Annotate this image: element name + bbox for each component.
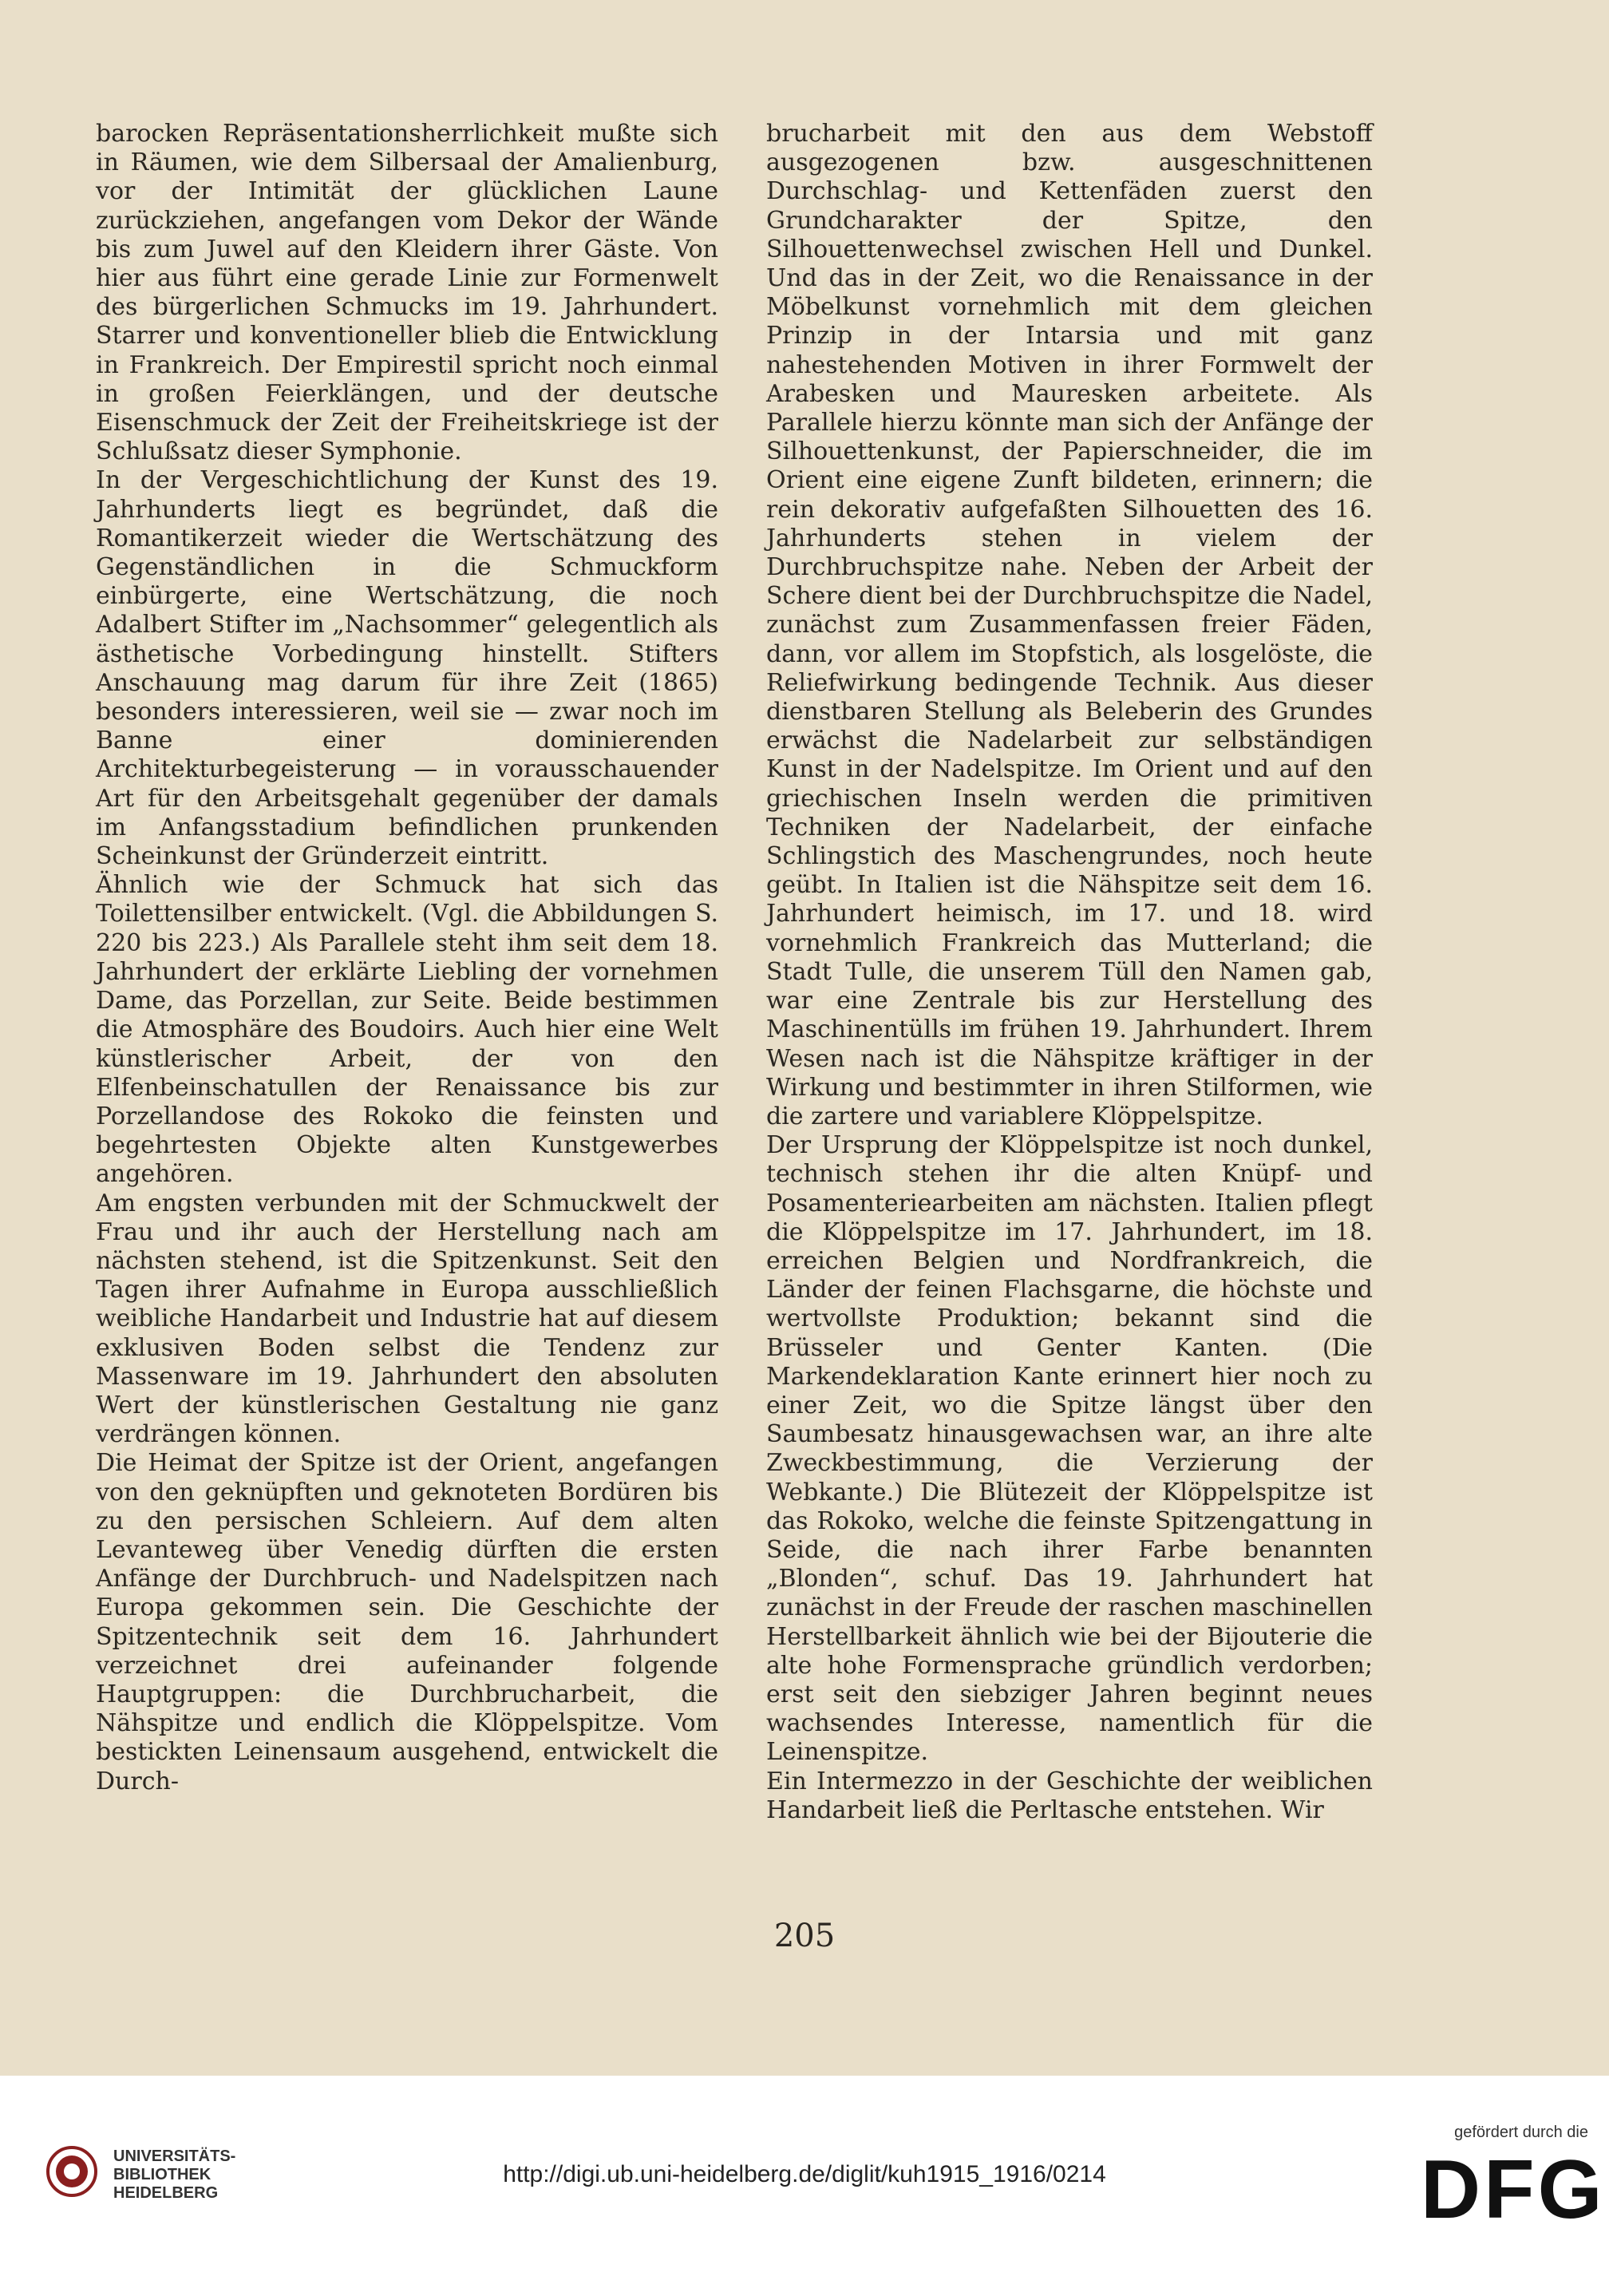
paragraph: Der Ursprung der Klöppelspitze ist noch dunkel, technisch stehen ihr die alten Knüpf- und Posamenteriearbeiten am nächsten. Italien pflegt die Klöppelspitze im 17. Jahrhundert, im 18. erreichen Belgien und Nordfrankreich, die Länder der feinen Flachsgarne, die höchste und wertvollste Produktion; bekannt sind die Brüsseler und Genter Kanten. (Die Markendeklaration Kante erinnert hier noch zu einer Zeit, wo die Spitze längst über den Saumbesatz hinausgewachsen war, an ihre alte Zweckbestimmung, die Verzierung der Webkante.) Die Blütezeit der Klöppelspitze ist das Rokoko, welche die feinste Spitzengattung in Seide, die nach ihrer Farbe benannten „Blonden“, schuf. Das 19. Jahrhundert hat zunächst in der Freude der raschen maschinellen Herstellbarkeit ähnlich wie bei der Bijouterie die alte hohe Formensprache gründlich verdorben; erst seit den siebziger Jahren beginnt neues wachsendes Interesse, namentlich für die Leinenspitze. (766, 1131, 1373, 1767)
funded-by-label: gefördert durch die (1454, 2124, 1588, 2141)
paragraph: Ein Intermezzo in der Geschichte der weiblichen Handarbeit ließ die Perltasche entstehen. Wir (766, 1767, 1373, 1824)
left-text-column (96, 120, 718, 1796)
page-number: 205 (773, 1918, 836, 1954)
paragraph: Ähnlich wie der Schmuck hat sich das Toilettensilber entwickelt. (Vgl. die Abbildungen S. 220 bis 223.) Als Parallele steht ihm seit dem 18. Jahrhundert der erklärte Liebling der vornehmen Dame, das Porzellan, zur Seite. Beide bestimmen die Atmosphäre des Boudoirs. Auch hier eine Welt künstlerischer Arbeit, der von den Elfenbeinschatullen der Renaissance bis zur Porzellandose des Rokoko die feinsten und begehrtesten Objekte alten Kunstgewerbes angehören. (96, 871, 718, 1189)
dfg-logo: DFG (1421, 2144, 1606, 2236)
source-url-link[interactable]: http://digi.ub.uni-heidelberg.de/diglit/kuh1915_1916/0214 (503, 2161, 1106, 2187)
paragraph: Die Heimat der Spitze ist der Orient, angefangen von den geknüpften und geknoteten Bordüren bis zu den persischen Schleiern. Auf dem alten Levanteweg über Venedig dürften die ersten Anfänge der Durchbruch- und Nadelspitzen nach Europa gekommen sein. Die Geschichte der Spitzentechnik seit dem 16. Jahrhundert verzeichnet drei aufeinander folgende Hauptgruppen: die Durchbrucharbeit, die Nähspitze und endlich die Klöppelspitze. Vom bestickten Leinensaum ausgehend, entwickelt die Durch- (96, 1449, 718, 1795)
paragraph: brucharbeit mit den aus dem Webstoff ausgezogenen bzw. ausgeschnittenen Durchschlag- und Kettenfäden zuerst den Grundcharakter der Spitze, den Silhouettenwechsel zwischen Hell und Dunkel. Und das in der Zeit, wo die Renaissance in der Möbelkunst vornehmlich mit dem gleichen Prinzip in der Intarsia und mit ganz nahestehenden Motiven in ihrer Formwelt der Arabesken und Mauresken arbeitete. Als Parallele hierzu könnte man sich der Anfänge der Silhouettenkunst, der Papierschneider, die im Orient eine eigene Zunft bildeten, erinnern; die rein dekorativ aufgefaßten Silhouetten des 16. Jahrhunderts stehen in vielem der Durchbruchspitze nahe. Neben der Arbeit der Schere dient bei der Durchbruchspitze die Nadel, zunächst zum Zusammenfassen freier Fäden, dann, vor allem im Stopfstich, als losgelöste, die Reliefwirkung bedingende Technik. Aus dieser dienstbaren Stellung als Beleberin des Grundes erwächst die Nadelarbeit zur selbständigen Kunst in der Nadelspitze. Im Orient und auf den griechischen Inseln werden die primitiven Techniken der Nadelarbeit, der einfache Schlingstich des Maschengrundes, noch heute geübt. In Italien ist die Nähspitze seit dem 16. Jahrhundert heimisch, im 17. und 18. wird vornehmlich Frankreich das Mutterland; die Stadt Tulle, die unserem Tüll den Namen gab, war eine Zentrale bis zur Herstellung des Maschinentülls im frühen 19. Jahrhundert. Ihrem Wesen nach ist die Nähspitze kräftiger in der Wirkung und bestimmter in ihren Stilformen, wie die zartere und variablere Klöppelspitze. (766, 120, 1373, 1130)
paragraph: barocken Repräsentationsherrlichkeit mußte sich in Räumen, wie dem Silbersaal der Amalienburg, vor der Intimität der glücklichen Laune zurückziehen, angefangen vom Dekor der Wände bis zum Juwel auf den Kleidern ihrer Gäste. Von hier aus führt eine gerade Linie zur Formenwelt des bürgerlichen Schmucks im 19. Jahrhundert. Starrer und konventioneller blieb die Entwicklung in Frankreich. Der Empirestil spricht noch einmal in großen Feierklängen, und der deutsche Eisenschmuck der Zeit der Freiheitskriege ist der Schlußsatz dieser Symphonie. (96, 120, 718, 466)
library-name: UNIVERSITÄTS- BIBLIOTHEK HEIDELBERG (113, 2148, 236, 2202)
paragraph: Am engsten verbunden mit der Schmuckwelt der Frau und ihr auch der Herstellung nach am nächsten stehend, ist die Spitzenkunst. Seit den Tagen ihrer Aufnahme in Europa ausschließlich weibliche Handarbeit und Industrie hat auf diesem exklusiven Boden selbst die Tendenz zur Massenware im 19. Jahrhundert den absoluten Wert der künstlerischen Gestaltung nie ganz verdrängen können. (96, 1189, 718, 1449)
paragraph: In der Vergeschichtlichung der Kunst des 19. Jahrhunderts liegt es begründet, daß die Romantikerzeit wieder die Wertschätzung des Gegenständlichen in die Schmuckform einbürgerte, eine Wertschätzung, die noch Adalbert Stifter im „Nachsommer“ gelegentlich als ästhetische Vorbedingung hinstellt. Stifters Anschauung mag darum für ihre Zeit (1865) besonders interessieren, weil sie — zwar noch im Banne einer dominierenden Architekturbegeisterung — in vorausschauender Art für den Arbeitsgehalt gegenüber der damals im Anfangsstadium befindlichen prunkenden Scheinkunst der Gründerzeit eintritt. (96, 466, 718, 871)
right-text-column (766, 120, 1373, 1825)
